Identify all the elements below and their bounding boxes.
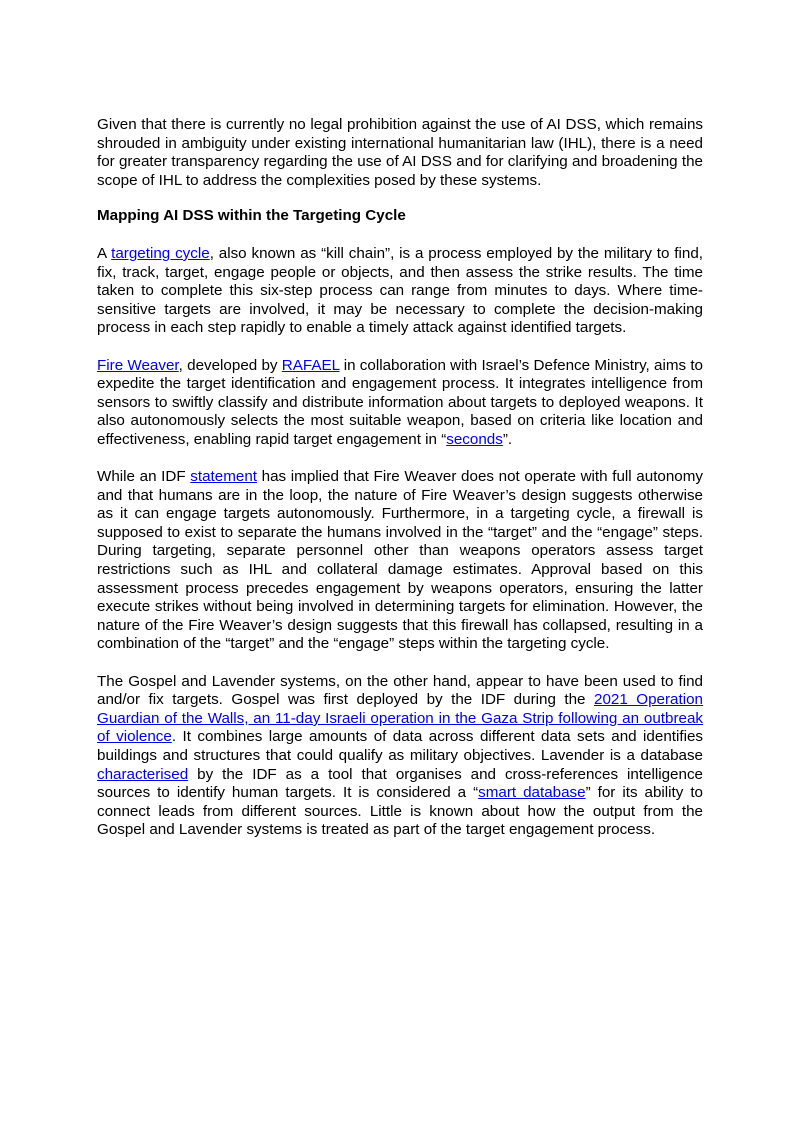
text-run: The Gospel and Lavender systems, on the other hand, appear to have been used to find and/or fix targets. Gospel was first deployed by the IDF during the — [97, 672, 703, 709]
statement-link[interactable]: statement — [190, 468, 257, 486]
spacer — [97, 226, 703, 245]
text-run: While an IDF — [97, 468, 191, 486]
smart-database-link[interactable]: smart database — [478, 784, 586, 802]
fire-weaver-paragraph — [97, 357, 703, 450]
document-page — [97, 116, 703, 840]
text-run: ”. — [502, 430, 513, 448]
rafael-link[interactable]: RAFAEL — [281, 356, 340, 374]
text-run: , also known as “kill chain”, is a process employed by the military to find, fix, track, target, engage people or objects, and then assess the strike results. The time taken to complete this six-step process can range from minutes to days. Where time-sensitive targets are involved, it may be necessary to complete the decision-making process in each step rapidly to enable a timely attack against identified targets. — [97, 244, 703, 337]
text-run: in collaboration with Israel’s Defence Ministry, aims to expedite the target identification and engagement process. It integrates intelligence from sensors to swiftly classify and distribute information about targets to deployed weapons. It also autonomously selects the most suitable weapon, based on criteria like location and effectiveness, enabling rapid target engagement in “ — [97, 356, 704, 448]
text-run: , developed by — [178, 356, 282, 374]
text-run: ” for its ability to connect leads from different sources. Little is known about how the output from the Gospel and Lavender systems is treated as part of the target engagement process. — [97, 784, 703, 839]
spacer — [97, 190, 703, 207]
intro-paragraph: Given that there is currently no legal prohibition against the use of AI DSS, which remains shrouded in ambiguity under existing international humanitarian law (IHL), there is a need for greater transparency regarding the use of AI DSS and for clarifying and broadening the scope of IHL to address the complexities posed by these systems. — [97, 116, 703, 189]
text-run: has implied that Fire Weaver does not operate with full autonomy and that humans are in the loop, the nature of Fire Weaver’s design suggests otherwise as it can engage targets autonomously. Furthermore, in a targeting cycle, a firewall is supposed to exist to separate the humans involved in the “target” and the “engage” steps. During targeting, separate personnel other than weapons operators assess target restrictions such as IHL and collateral damage estimates. Approval based on this assessment process precedes engagement by weapons operators, ensuring the latter execute strikes without being involved in determining targets for elimination. However, the nature of the Fire Weaver’s design suggests that this firewall has collapsed, resulting in a combination of the “target” and the “engage” steps within the targeting cycle. — [97, 468, 703, 653]
text-run: . It combines large amounts of data across different data sets and identifies buildings and structures that could qualify as military objectives. Lavender is a database — [97, 728, 703, 764]
gospel-lavender-paragraph — [97, 673, 703, 840]
operation-guardian-link[interactable]: 2021 Operation Guardian of the Walls, an 11-day Israeli operation in the Gaza Strip following an outbreak of violence — [97, 691, 703, 746]
targeting-cycle-paragraph — [97, 245, 703, 338]
seconds-link[interactable]: seconds — [446, 430, 503, 448]
targeting-cycle-link[interactable]: targeting cycle — [111, 244, 210, 262]
section-heading: Mapping AI DSS within the Targeting Cycle — [97, 207, 406, 225]
spacer — [97, 338, 703, 357]
text-run: A — [97, 244, 112, 262]
text-run: by the IDF as a tool that organises and cross-references intelligence sources to identify human targets. It is considered a “ — [97, 765, 703, 802]
fire-weaver-link[interactable]: Fire Weaver — [97, 356, 179, 374]
spacer — [97, 450, 703, 469]
characterised-link[interactable]: characterised — [97, 765, 189, 783]
spacer — [97, 654, 703, 673]
idf-statement-paragraph — [97, 468, 703, 654]
